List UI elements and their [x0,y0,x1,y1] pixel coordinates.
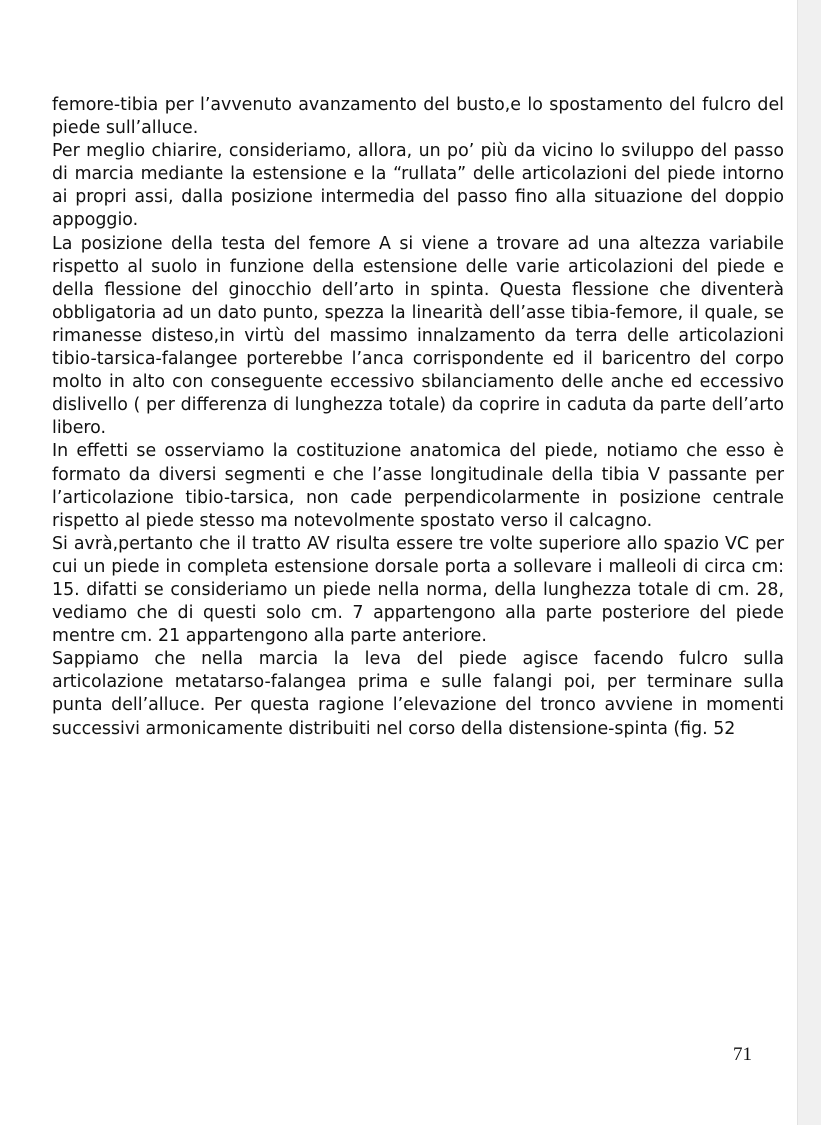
paragraph: femore-tibia per l’avvenuto avanzamento del busto,e lo spostamento del fulcro del piede sull’alluce. [52,95,784,139]
paragraph: Si avrà,pertanto che il tratto AV risulta essere tre volte superiore allo spazio VC per cui un piede in completa estensione dorsale porta a sollevare i malleoli di circa cm: 15. difatti se consideriamo un piede nella norma, della lunghezza totale di cm. 28, vediamo che di questi solo cm. 7 appartengono alla parte posteriore del piede mentre cm. 21 appartengono alla parte anteriore. [52,533,784,647]
paragraph: Sappiamo che nella marcia la leva del piede agisce facendo fulcro sulla articolazione metatarso-falangea prima e sulle falangi poi, per terminare sulla punta dell’alluce. Per questa ragione l’elevazione del tronco avviene in momenti successivi armonicamente distribuiti nel corso della distensione-spinta (fig. 52 [52,649,784,739]
body-text [52,94,784,741]
paragraph: In effetti se osserviamo la costituzione anatomica del piede, notiamo che esso è formato da diversi segmenti e che l’asse longitudinale della tibia V passante per l’articolazione tibio-tarsica, non cade perpendicolarmente in posizione centrale rispetto al piede stesso ma notevolmente spostato verso il calcagno. [52,441,784,531]
paragraph: Per meglio chiarire, consideriamo, allora, un po’ più da vicino lo sviluppo del passo di marcia mediante la estensione e la “rullata” delle articolazioni del piede intorno ai propri assi, dalla posizione intermedia del passo fino alla situazione del doppio appoggio. [52,141,784,231]
paragraph: La posizione della testa del femore A si viene a trovare ad una altezza variabile rispetto al suolo in funzione della estensione delle varie articolazioni del piede e della flessione del ginocchio dell’arto in spinta. Questa flessione che diventerà obbligatoria ad un dato punto, spezza la linearità dell’asse tibia-femore, il quale, se rimanesse disteso,in virtù del massimo innalzamento da terra delle articolazioni tibio-tarsica-falangee porterebbe l’anca corrispondente ed il baricentro del corpo molto in alto con conseguente eccessivo sbilanciamento delle anche ed eccessivo dislivello ( per differenza di lunghezza totale) da coprire in caduta da parte dell’arto libero. [52,233,784,439]
page-number: 71 [733,1044,752,1065]
margin-strip [797,0,821,1125]
